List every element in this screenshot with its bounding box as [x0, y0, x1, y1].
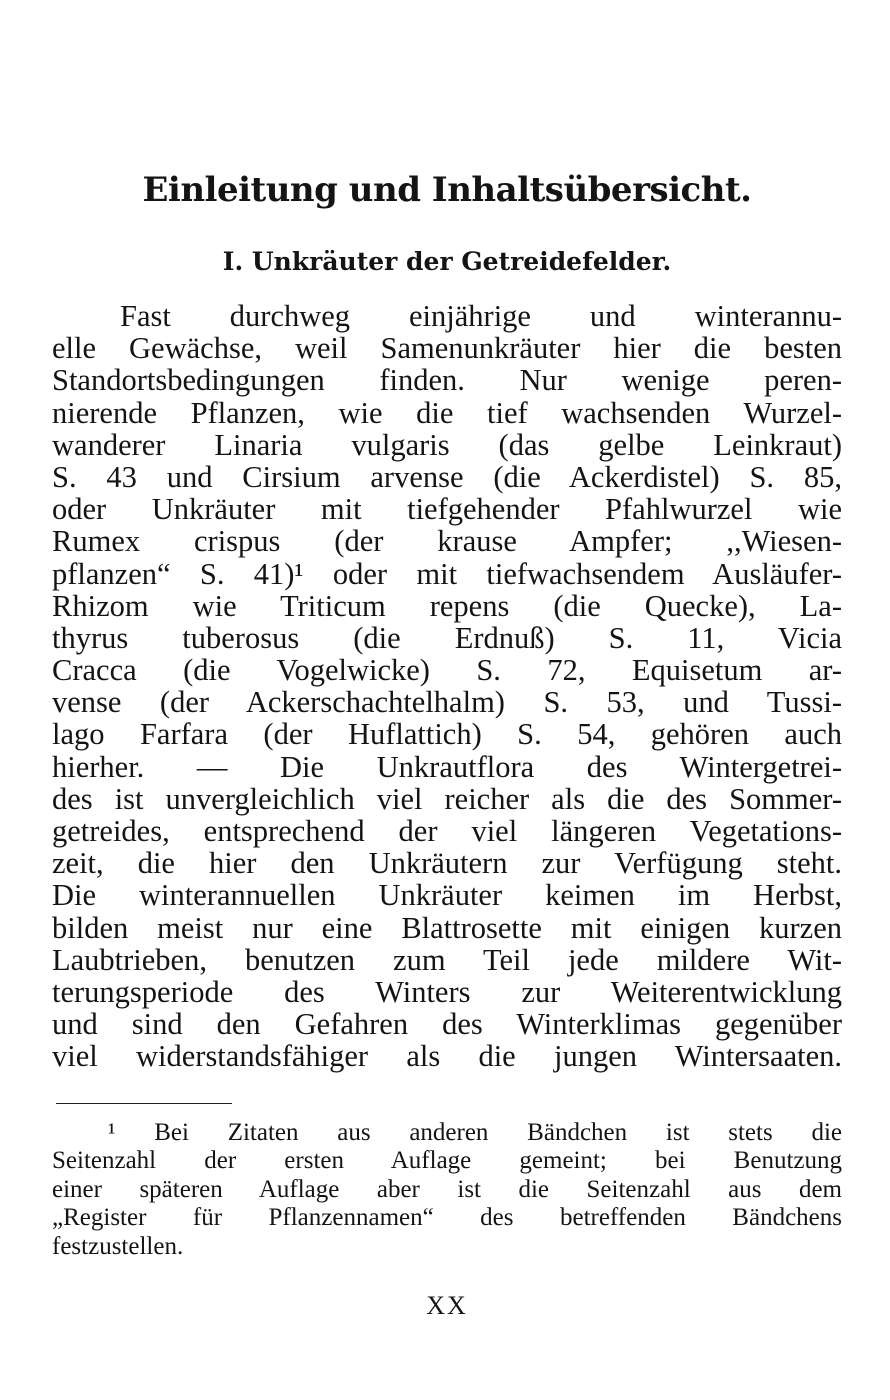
- body-line: Laubtrieben, benutzen zum Teil jede mildere Wit-: [52, 942, 842, 977]
- body-line: getreides, entsprechend der viel längeren Vegetations-: [52, 814, 842, 848]
- body-line: Fast durchweg einjährige und winterannu-: [120, 299, 842, 333]
- body-line: zeit, die hier den Unkräutern zur Verfügung steht.: [52, 846, 842, 881]
- body-line: viel widerstandsfähiger als die jungen Wintersaaten.: [52, 1039, 842, 1074]
- body-line: oder Unkräuter mit tiefgehender Pfahlwurzel wie: [52, 492, 842, 527]
- body-line: und sind den Gefahren des Winterklimas gegenüber: [52, 1007, 842, 1042]
- page-title: Einleitung und Inhaltsübersicht.: [142, 170, 752, 210]
- body-line: lago Farfara (der Huflattich) S. 54, gehören auch: [52, 717, 842, 752]
- body-line: wanderer Linaria vulgaris (das gelbe Leinkraut): [52, 427, 842, 462]
- footnote-line: einer späteren Auflage aber ist die Seitenzahl aus dem: [52, 1175, 842, 1203]
- body-line: Cracca (die Vogelwicke) S. 72, Equisetum ar-: [52, 653, 842, 688]
- page-number: XX: [426, 1291, 468, 1320]
- body-line: elle Gewächse, weil Samenunkräuter hier die besten: [52, 331, 842, 366]
- body-line: thyrus tuberosus (die Erdnuß) S. 11, Vicia: [52, 620, 842, 655]
- body-line: S. 43 und Cirsium arvense (die Ackerdistel) S. 85,: [52, 459, 842, 494]
- body-line: des ist unvergleichlich viel reicher als die des Sommer-: [52, 781, 842, 816]
- footnote-separator: [56, 1103, 232, 1104]
- footnote-line: „Register für Pflanzennamen“ des betreffenden Bändchens: [52, 1204, 842, 1232]
- document-page: [52, 0, 842, 1400]
- footnote-line: festzustellen.: [52, 1232, 184, 1260]
- body-line: bilden meist nur eine Blattrosette mit einigen kurzen: [52, 910, 842, 945]
- body-line: Rumex crispus (der krause Ampfer; ,,Wiesen-: [52, 524, 842, 559]
- footnote-line: ¹ Bei Zitaten aus anderen Bändchen ist stets die: [108, 1119, 842, 1146]
- body-line: Rhizom wie Triticum repens (die Quecke), La-: [52, 588, 842, 623]
- footnote: [52, 1119, 842, 1261]
- body-line: Standortsbedingungen finden. Nur wenige peren-: [52, 363, 842, 398]
- body-line: pflanzen“ S. 41)¹ oder mit tiefwachsendem Ausläufer-: [52, 556, 842, 591]
- body-paragraph: [52, 300, 842, 1073]
- body-line: terungsperiode des Winters zur Weiterentwicklung: [52, 974, 842, 1009]
- body-line: vense (der Ackerschachtelhalm) S. 53, und Tussi-: [52, 685, 842, 720]
- body-line: Die winterannuellen Unkräuter keimen im Herbst,: [52, 878, 842, 913]
- footnote-line: Seitenzahl der ersten Auflage gemeint; bei Benutzung: [52, 1147, 842, 1175]
- body-line: hierher. — Die Unkrautflora des Wintergetrei-: [52, 749, 842, 784]
- section-heading: I. Unkräuter der Getreidefelder.: [222, 247, 672, 276]
- body-line: nierende Pflanzen, wie die tief wachsenden Wurzel-: [52, 395, 842, 430]
